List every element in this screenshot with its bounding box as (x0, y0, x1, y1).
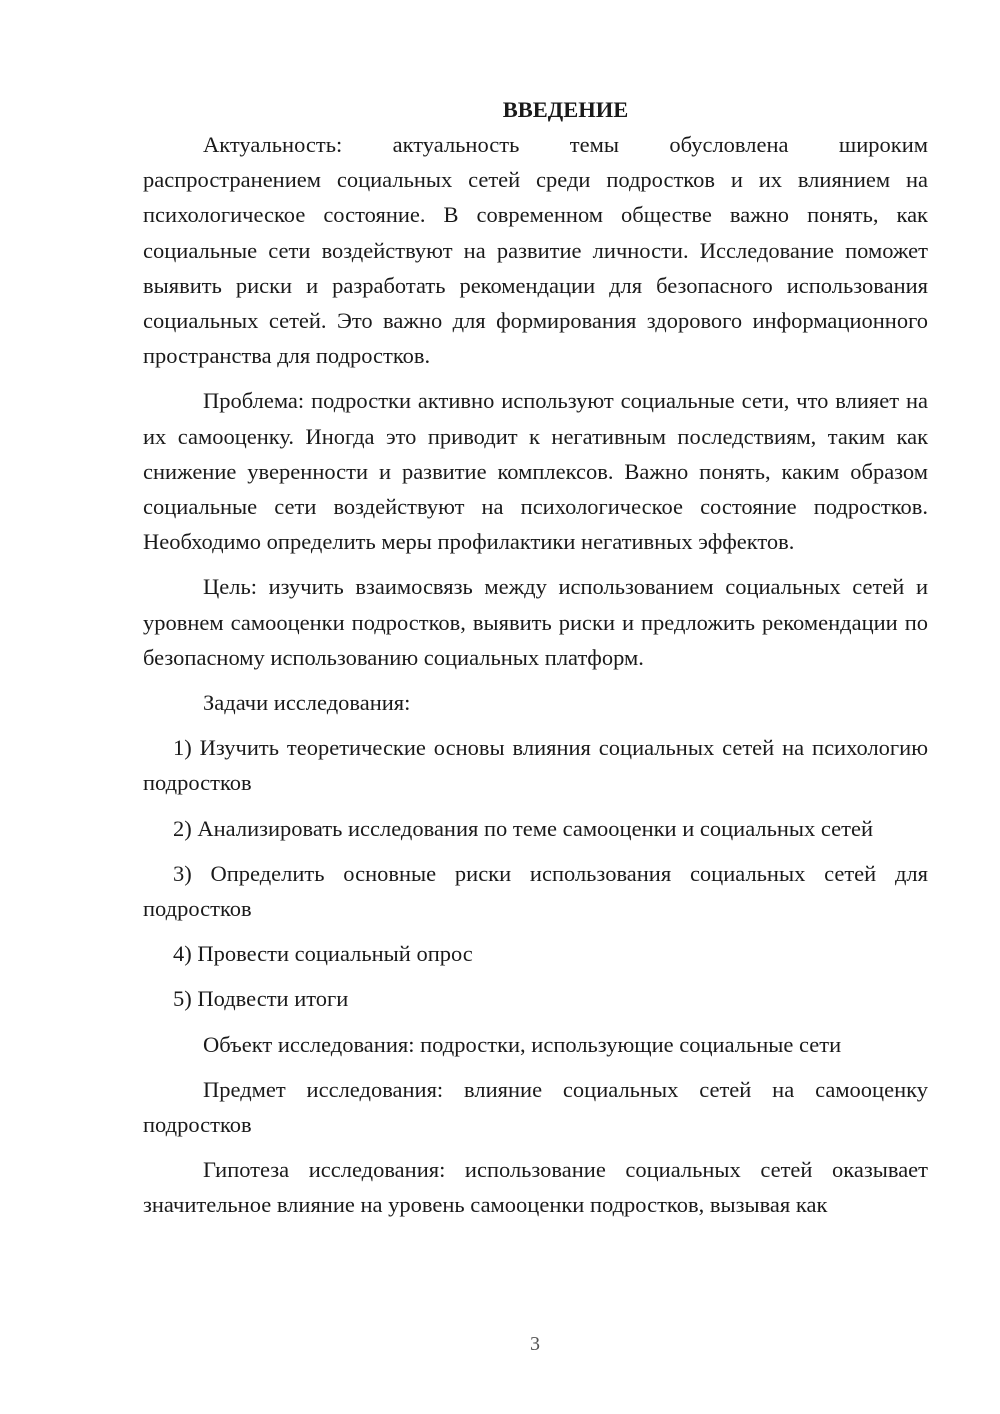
paragraph-goal: Цель: изучить взаимосвязь между использованием социальных сетей и уровнем самооценки подростков, выявить риски и предложить рекомендации по безопасному использованию социальных платформ. (143, 574, 928, 670)
section-title: ВВЕДЕНИЕ (502, 97, 629, 122)
task-item: 2) Анализировать исследования по теме самооценки и социальных сетей (173, 815, 874, 841)
paragraph-relevance: Актуальность: актуальность темы обусловлена широким распространением социальных сетей среди подростков и их влиянием на психологическое состояние. В современном обществе важно понять, как социальные сети воздействуют на развитие личности. Исследование поможет выявить риски и разработать рекомендации для безопасного использования социальных сетей. Это важно для формирования здорового информационного пространства для подростков. (143, 132, 928, 369)
tasks-heading: Задачи исследования: (203, 690, 411, 716)
document-page (143, 92, 928, 1223)
task-item: 4) Провести социальный опрос (173, 941, 473, 967)
paragraph-problem: Проблема: подростки активно используют социальные сети, что влияет на их самооценку. Иногда это приводит к негативным последствиям, таким как снижение уверенности и развитие комплексов. Важно понять, каким образом социальные сети воздействуют на психологическое состояние подростков. Необходимо определить меры профилактики негативных эффектов. (143, 388, 928, 555)
task-item: 5) Подвести итоги (173, 986, 349, 1012)
task-item: 3) Определить основные риски использования социальных сетей для подростков (143, 860, 928, 922)
page-number: 3 (530, 1333, 540, 1355)
paragraph-subject: Предмет исследования: влияние социальных сетей на самооценку подростков (143, 1076, 928, 1138)
paragraph-object: Объект исследования: подростки, использующие социальные сети (203, 1031, 842, 1057)
paragraph-hypothesis: Гипотеза исследования: использование социальных сетей оказывает значительное влияние на уровень самооценки подростков, вызывая как (143, 1157, 928, 1218)
task-item: 1) Изучить теоретические основы влияния социальных сетей на психологию подростков (143, 735, 928, 796)
